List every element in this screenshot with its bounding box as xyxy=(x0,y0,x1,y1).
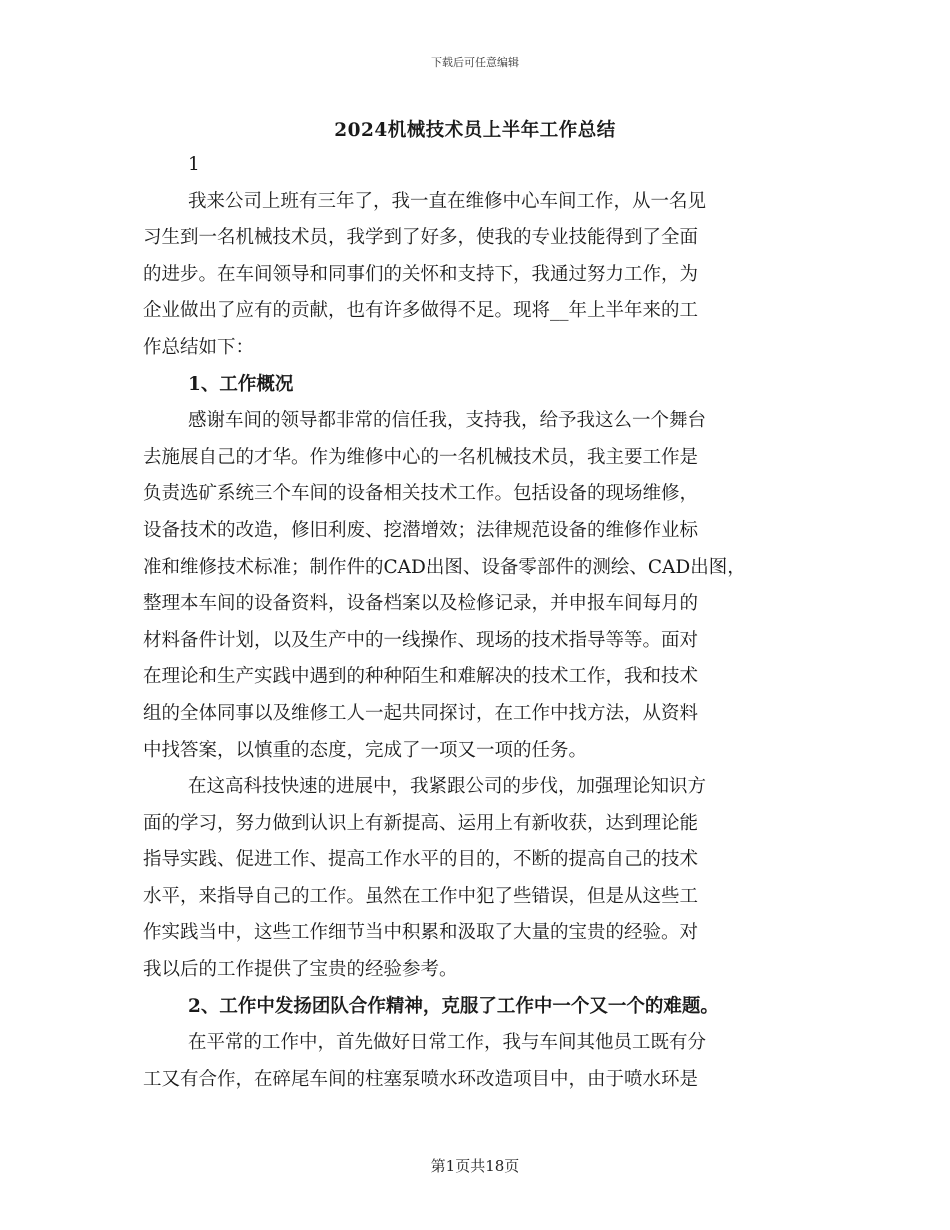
paragraph-line: 负责选矿系统三个车间的设备相关技术工作。包括设备的现场维修， xyxy=(143,483,699,505)
paragraph-line: 企业做出了应有的贡献，也有许多做得不足。现将__年上半年来的工 xyxy=(143,300,699,322)
paragraph-line: 中找答案，以慎重的态度，完成了一项又一项的任务。 xyxy=(143,739,588,761)
paragraph-line: 在这高科技快速的进展中，我紧跟公司的步伐，加强理论知识方 xyxy=(188,776,707,798)
paragraph-line: 在平常的工作中，首先做好日常工作，我与车间其他员工既有分 xyxy=(188,1032,707,1054)
paragraph-line: 我来公司上班有三年了，我一直在维修中心车间工作，从一名见 xyxy=(188,190,707,212)
paragraph-intro xyxy=(143,184,811,367)
paragraph-teamwork xyxy=(143,1025,811,1098)
section-heading-work-overview: 1、工作概况 xyxy=(188,373,294,395)
paragraph-line: 组的全体同事以及维修工人一起共同探讨，在工作中找方法，从资料 xyxy=(143,702,699,724)
paragraph-line: 面的学习，努力做到认识上有新提高、运用上有新收获，达到理论能 xyxy=(143,812,699,834)
paragraph-line: 工又有合作，在碎尾车间的柱塞泵喷水环改造项目中，由于喷水环是 xyxy=(143,1068,699,1090)
paragraph-technology-learning xyxy=(143,769,811,989)
header-note: 下载后可任意编辑 xyxy=(431,56,519,69)
paragraph-line: 作总结如下： xyxy=(143,336,255,358)
paragraph-work-overview xyxy=(143,403,811,769)
paragraph-line: 材料备件计划，以及生产中的一线操作、现场的技术指导等等。面对 xyxy=(143,629,699,651)
paragraph-line: 整理本车间的设备资料，设备档案以及检修记录，并申报车间每月的 xyxy=(143,593,699,615)
paragraph-line: 习生到一名机械技术员，我学到了好多，使我的专业技能得到了全面 xyxy=(143,227,699,249)
page-footer: 第1页共18页 xyxy=(430,1157,520,1175)
paragraph-line: 准和维修技术标准；制作件的CAD出图、设备零部件的测绘、CAD出图， xyxy=(143,556,746,578)
document-body xyxy=(143,147,811,1098)
paragraph-line: 水平，来指导自己的工作。虽然在工作中犯了些错误，但是从这些工 xyxy=(143,885,699,907)
paragraph-line: 设备技术的改造，修旧利废、挖潜增效；法律规范设备的维修作业标 xyxy=(143,519,699,541)
paragraph-line: 感谢车间的领导都非常的信任我，支持我，给予我这么一个舞台 xyxy=(188,410,707,432)
paragraph-line: 作实践当中，这些工作细节当中积累和汲取了大量的宝贵的经验。对 xyxy=(143,922,699,944)
paragraph-line: 在理论和生产实践中遇到的种种陌生和难解决的技术工作，我和技术 xyxy=(143,666,699,688)
paragraph-line: 去施展自己的才华。作为维修中心的一名机械技术员，我主要工作是 xyxy=(143,446,699,468)
paragraph-line: 的进步。在车间领导和同事们的关怀和支持下，我通过努力工作，为 xyxy=(143,263,699,285)
section-heading-teamwork: 2、工作中发扬团队合作精神，克服了工作中一个又一个的难题。 xyxy=(188,995,719,1017)
section-number: 1 xyxy=(188,154,200,175)
paragraph-line: 我以后的工作提供了宝贵的经验参考。 xyxy=(143,959,458,981)
document-title: 2024机械技术员上半年工作总结 xyxy=(334,120,616,141)
paragraph-line: 指导实践、促进工作、提高工作水平的目的，不断的提高自己的技术 xyxy=(143,849,699,871)
